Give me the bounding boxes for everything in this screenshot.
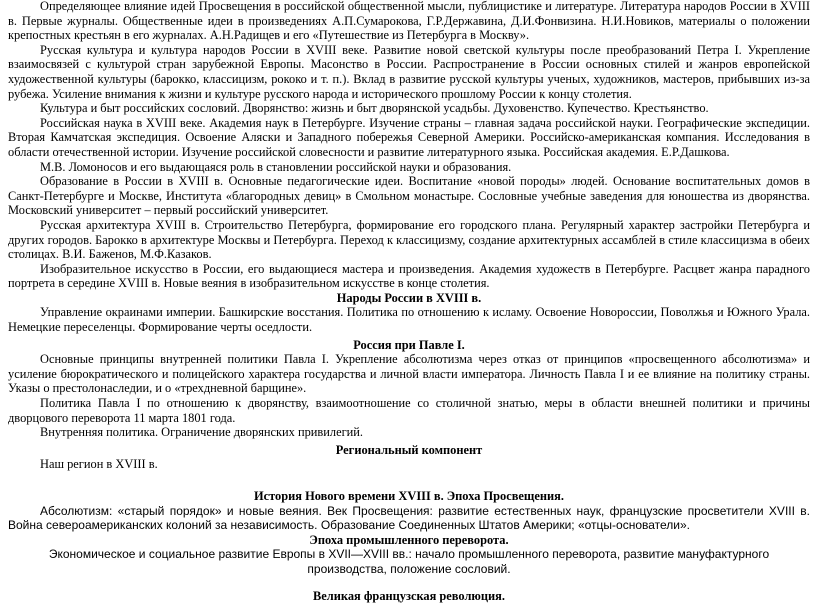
paragraph-economic-development: Экономическое и социальное развитие Европы в XVII—XVIII вв.: начало промышленного переворота, развитие мануфактурного производства, положение сословий. — [48, 547, 770, 576]
paragraph-paul-nobility: Политика Павла I по отношению к дворянству, взаимоотношение со столичной знатью, меры в области внешней политики и причины дворцового переворота 11 марта 1801 года. — [8, 396, 810, 425]
paragraph-our-region: Наш регион в XVIII в. — [40, 457, 158, 472]
paragraph-peoples: Управление окраинами империи. Башкирские восстания. Политика по отношению к исламу. Освоение Новороссии, Поволжья и Южного Урала. Немецкие переселенцы. Формирование черты оседлости. — [8, 305, 810, 335]
paragraph-russian-culture: Русская культура и культура народов России в XVIII веке. Развитие новой светской культуры после преобразований Петра I. Укрепление взаимосвязей с культурой стран зарубежной Европы. Масонство в России. Распространение в России основных стилей и жанров европейской художественной культуры (барокко, классицизм, рококо и т. п.). Вклад в развитие русской культуры ученых, художников, мастеров, прибывших из-за рубежа. Усиление внимания к жизни и культуре русского народа и исторического прошлому России к концу столетия. — [8, 42, 810, 101]
paragraph-internal-policy: Внутренняя политика. Ограничение дворянских привилегий. — [40, 425, 364, 440]
heading-modern-history: История Нового времени XVIII в. Эпоха Просвещения. — [254, 489, 564, 503]
paragraph-paul-policy: Основные принципы внутренней политики Павла I. Укрепление абсолютизма через отказ от принципов «просвещенного абсолютизма» и усиление бюрократического и полицейского характера государства и личной власти императора. Личность Павла I и ее влияние на политику страны. Указы о престолонаследии, и о «трехдневной барщине». — [8, 352, 810, 396]
heading-paul-i: Россия при Павле I. — [353, 337, 465, 352]
heading-regional-component: Региональный компонент — [335, 442, 483, 457]
paragraph-lomonosov: М.В. Ломоносов и его выдающаяся роль в становлении российской науки и образования. — [40, 159, 512, 174]
heading-french-revolution: Великая французская революция. — [313, 588, 505, 603]
paragraph-fine-arts: Изобразительное искусство в России, его выдающиеся мастера и произведения. Академия художеств в Петербурге. Расцвет жанра парадного портрета в середине XVIII в. Новые веяния в изобразительном искусстве в конце столетия. — [8, 261, 810, 291]
paragraph-absolutism: Абсолютизм: «старый порядок» и новые веяния. Век Просвещения: развитие естественных наук, французские просветители XVIII в. Война североамериканских колоний за независимость. Образование Соединенных Штатов Америки; «отцы-основатели». — [8, 503, 810, 533]
paragraph-estates-culture: Культура и быт российских сословий. Дворянство: жизнь и быт дворянской усадьбы. Духовенство. Купечество. Крестьянство. — [40, 101, 709, 116]
heading-peoples-of-russia: Народы России в XVIII в. — [336, 290, 482, 305]
paragraph-architecture: Русская архитектура XVIII в. Строительство Петербурга, формирование его городского плана. Регулярный характер застройки Петербурга и других городов. Барокко в архитектуре Москвы и Петербурга. Переход к классицизму, создание архитектурных ассамблей в стиле классицизма в обеих столицах. В.И. Баженов, М.Ф.Казаков. — [8, 217, 810, 262]
heading-industrial-revolution: Эпоха промышленного переворота. — [309, 532, 509, 547]
paragraph-enlightenment: Определяющее влияние идей Просвещения в российской общественной мысли, публицистике и литературе. Литература народов России в XVIII в. Первые журналы. Общественные идеи в произведениях А.П.Сумарокова, Г.Р.Державина, Д.И.Фонвизина. Н.И.Новиков, материалы о положении крепостных крестьян в его журналах. А.Н.Радищев и его «Путешествие из Петербурга в Москву». — [8, 0, 810, 43]
paragraph-education: Образование в России в XVIII в. Основные педагогические идеи. Воспитание «новой породы» людей. Основание воспитательных домов в Санкт-Петербурге и Москве, Института «благородных девиц» в Смольном монастыре. Сословные учебные заведения для юношества из дворянства. Московский университет – первый российский университет. — [8, 174, 810, 218]
paragraph-russian-science: Российская наука в XVIII веке. Академия наук в Петербурге. Изучение страны – главная задача российской науки. Географические экспедиции. Вторая Камчатская экспедиция. Освоение Аляски и Западного побережья Северной Америки. Российско-американская компания. Исследования в области отечественной истории. Изучение российской словесности и развитие литературного языка. Российская академия. Е.Р.Дашкова. — [8, 115, 810, 159]
